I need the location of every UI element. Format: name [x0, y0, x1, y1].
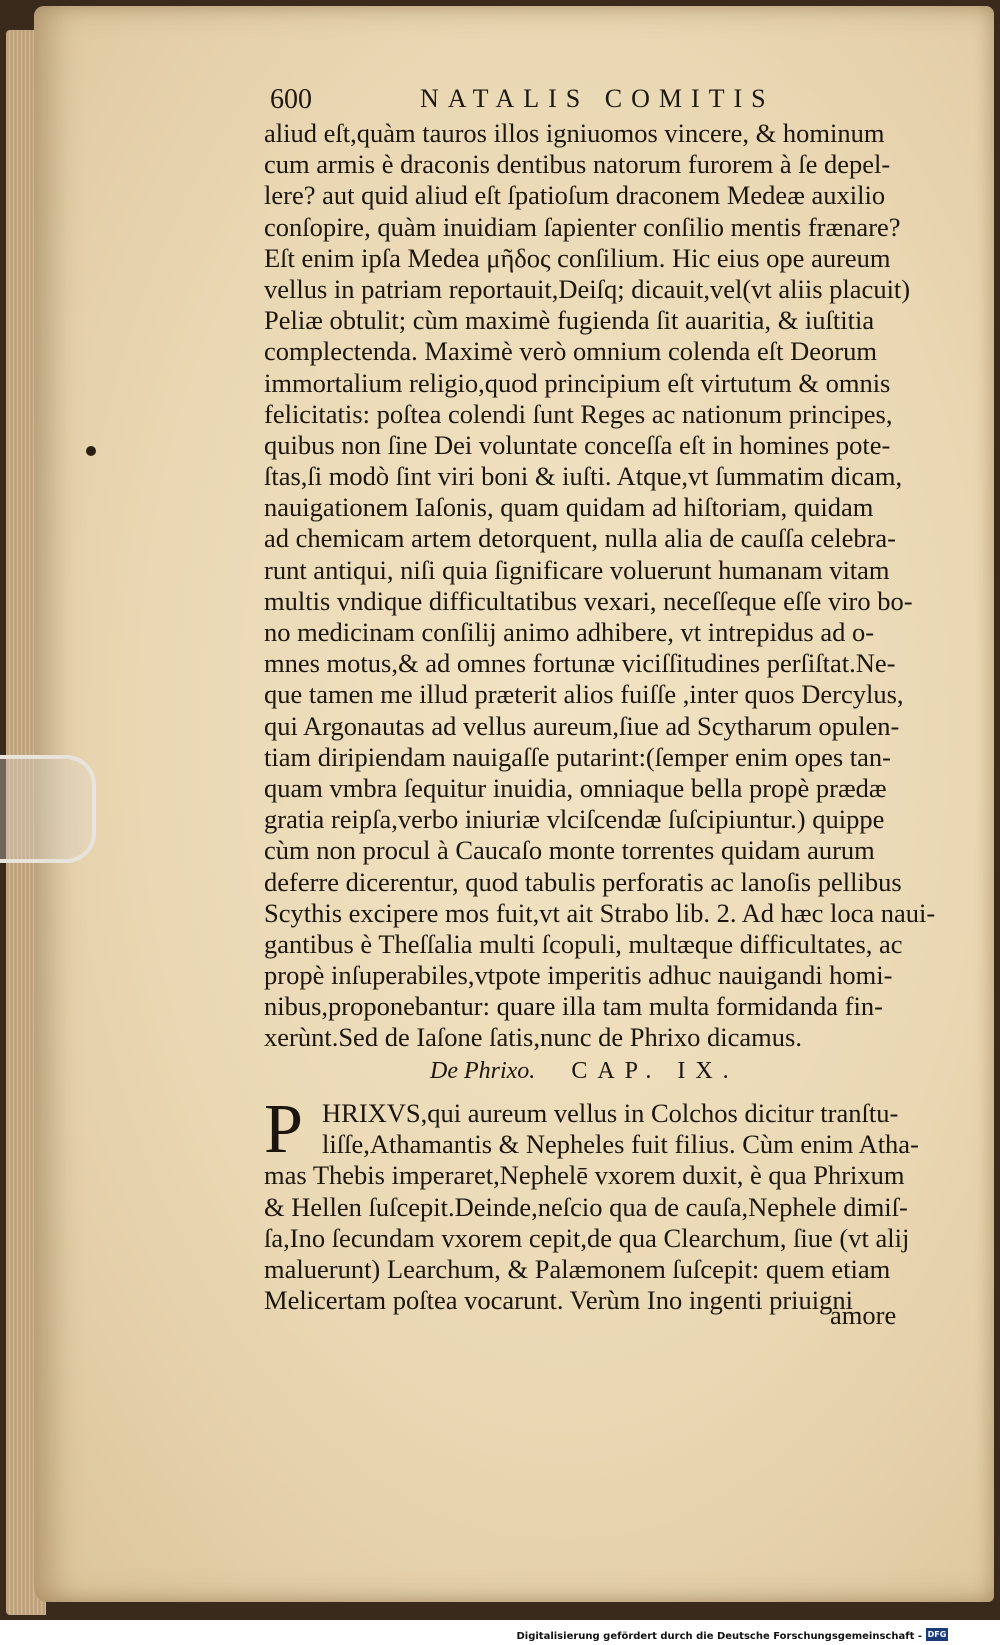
- text-line: propè inſuperabiles,vtpote imperitis adhuc nauigandi homi-: [264, 960, 893, 991]
- text-line: aliud eſt,quàm tauros illos igniuomos vincere, & hominum: [264, 118, 885, 148]
- text-line: immortalium religio,quod principium eſt virtutum & omnis: [264, 367, 891, 398]
- text-line: & Hellen ſuſcepit.Deinde,neſcio qua de cauſa,Nephele dimiſ-: [264, 1191, 908, 1222]
- text-line: HRIXVS,qui aureum vellus in Colchos dicitur tranſtu-: [322, 1098, 899, 1128]
- text-line: cùm non procul à Caucaſo monte torrentes quidam aurum: [264, 835, 875, 866]
- text-line: ad chemicam artem detorquent, nulla alia de cauſſa celebra-: [264, 523, 896, 554]
- text-line: no medicinam conſilij animo adhibere, vt intrepidus ad o-: [264, 617, 875, 647]
- text-line: qui Argonautas ad vellus aureum,ſiue ad Scytharum opulen-: [264, 710, 900, 741]
- text-line: mas Thebis imperaret,Nephelē vxorem duxit, è qua Phrixum: [264, 1160, 905, 1191]
- running-head: [270, 84, 810, 118]
- text-line: vellus in patriam reportauit,Deiſq; dicauit,vel(vt aliis placuit): [264, 273, 911, 304]
- running-title: NATALIS COMITIS: [420, 84, 775, 113]
- text-line: Melicertam poſtea vocarunt. Verùm Ino ingenti priuigni: [264, 1285, 853, 1316]
- footer-credit: Digitalisierung gefördert durch die Deutsche Forschungsgemeinschaft -: [516, 1631, 922, 1642]
- text-line: maluerunt) Learchum, & Palæmonem ſuſcepit: quem etiam: [264, 1253, 891, 1284]
- text-line: multis vndique difficultatibus vexari, neceſſeque eſſe viro bo-: [264, 585, 913, 616]
- paragraph-jason: [264, 118, 954, 1054]
- text-line: deferre dicerentur, quod tabulis perforatis ac lanoſis pellibus: [264, 866, 902, 897]
- text-line: conſopire, quàm inuidiam ſapienter conſilio mentis frænare?: [264, 211, 901, 242]
- chapter-title: De Phrixo.: [430, 1058, 536, 1084]
- text-line: complectenda. Maximè verò omnium colenda eſt Deorum: [264, 336, 877, 367]
- dfg-logo: DFG: [927, 1630, 947, 1639]
- text-line: xerùnt.Sed de Iaſone ſatis,nunc de Phrixo dicamus.: [264, 1022, 802, 1053]
- text-line: felicitatis: poſtea colendi ſunt Reges ac nationum principes,: [264, 398, 893, 429]
- bookmark-clip: [0, 755, 96, 863]
- text-line: nibus,proponebantur: quare illa tam multa formidanda fin-: [264, 991, 883, 1022]
- text-line: cum armis è draconis dentibus natorum furorem à ſe depel-: [264, 149, 891, 180]
- chapter-heading: [430, 1058, 739, 1092]
- text-line: liſſe,Athamantis & Nepheles fuit filius. Cùm enim Atha-: [322, 1129, 919, 1160]
- drop-cap: P: [264, 1091, 303, 1168]
- chapter-number: CAP. IX.: [571, 1058, 739, 1084]
- paragraph-phrixus: [264, 1091, 954, 1316]
- text-line: nauigationem Iaſonis, quam quidam ad hiſtoriam, quidam: [264, 492, 874, 523]
- text-line: ſa,Ino ſecundam vxorem cepit,de qua Clearchum, ſiue (vt alij: [264, 1222, 910, 1253]
- text-line: ſtas,ſi modò ſint viri boni & iuſti. Atque,vt ſummatim dicam,: [264, 461, 903, 492]
- text-line: Eſt enim ipſa Medea μῆδος conſilium. Hic eius ope aureum: [264, 242, 891, 273]
- page-number: 600: [270, 84, 312, 115]
- text-line: gratia reipſa,verbo iniuriæ vlciſcendæ ſuſcipiuntur.) quippe: [264, 804, 885, 835]
- text-line: Scythis excipere mos fuit,vt ait Strabo lib. 2. Ad hæc loca naui-: [264, 897, 936, 928]
- text-line: quam vmbra ſequitur inuidia, omniaque bella propè prædæ: [264, 772, 887, 803]
- text-line: que tamen me illud præterit alios fuiſſe ,inter quos Dercylus,: [264, 679, 904, 710]
- text-line: runt antiqui, niſi quia ſignificare voluerunt humanam vitam: [264, 554, 890, 585]
- text-line: gantibus è Theſſalia multi ſcopuli, multæque difficultates, ac: [264, 928, 903, 959]
- text-line: lere? aut quid aliud eſt ſpatioſum draconem Medeæ auxilio: [264, 180, 886, 211]
- text-line: mnes motus,& ad omnes fortunæ viciſſitudines perſiſtat.Ne-: [264, 648, 896, 679]
- catchword: amore: [830, 1300, 897, 1330]
- text-line: Peliæ obtulit; cùm maximè fugienda ſit auaritia, & iuſtitia: [264, 305, 875, 336]
- text-line: quibus non ſine Dei voluntate conceſſa eſt in homines pote-: [264, 429, 891, 460]
- text-line: tiam diripiendam nauigaſſe putarint:(ſemper enim opes tan-: [264, 741, 891, 772]
- ink-spot: [86, 446, 96, 456]
